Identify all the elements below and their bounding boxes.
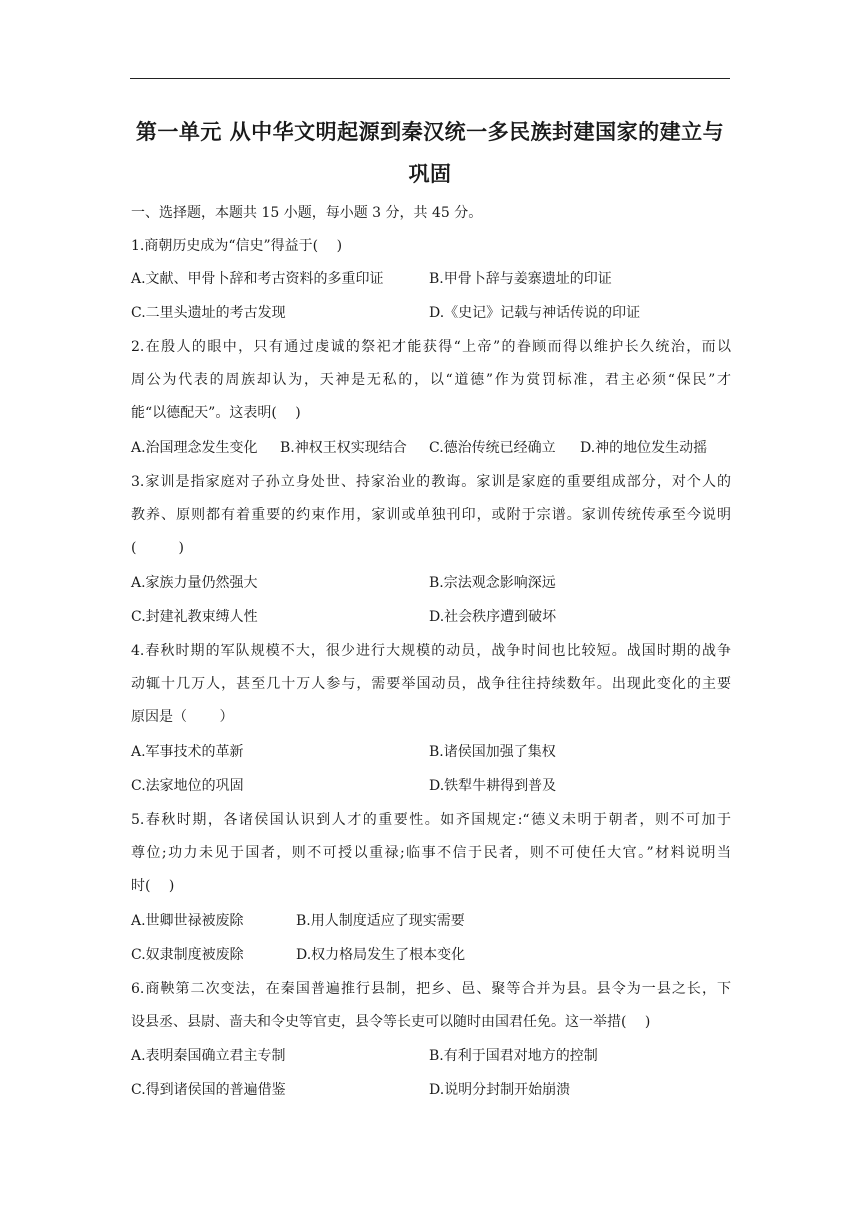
- question-3-stem-line-3: ( ): [131, 540, 184, 556]
- question-6-option-a: A.表明秦国确立君主专制: [131, 1048, 286, 1064]
- question-1-stem: 1.商朝历史成为“信史”得益于( ): [131, 238, 343, 254]
- question-4-stem-line-3: 原因是（ ）: [131, 709, 234, 725]
- question-3-option-d: D.社会秩序遭到破坏: [429, 609, 557, 625]
- question-1-option-c: C.二里头遗址的考古发现: [131, 305, 286, 321]
- question-2-option-c: C.德治传统已经确立: [429, 440, 556, 456]
- question-6-stem-line-2: 设县丞、县尉、啬夫和令史等官吏，县令等长吏可以随时由国君任免。这一举措( ): [131, 1014, 651, 1030]
- question-6-stem-line-1: 6.商鞅第二次变法，在秦国普遍推行县制，把乡、邑、聚等合并为县。县令为一县之长，下: [131, 981, 731, 997]
- question-6-option-d: D.说明分封制开始崩溃: [429, 1082, 571, 1098]
- question-3-stem-line-2: 教养、原则都有着重要的约束作用，家训或单独刊印，或附于宗谱。家训传统传承至今说明: [131, 507, 731, 523]
- question-2-stem-line-3: 能“以德配天”。这表明( ): [131, 405, 301, 421]
- question-5-option-a: A.世卿世禄被废除: [131, 913, 244, 929]
- question-5-option-d: D.权力格局发生了根本变化: [296, 947, 466, 963]
- header-rule: [130, 78, 730, 79]
- question-3-option-a: A.家族力量仍然强大: [131, 575, 258, 591]
- question-4-option-c: C.法家地位的巩固: [131, 778, 244, 794]
- question-4-stem-line-2: 动辄十几万人，甚至几十万人参与，需要举国动员，战争往往持续数年。出现此变化的主要: [131, 676, 731, 692]
- question-6-option-c: C.得到诸侯国的普遍借鉴: [131, 1082, 286, 1098]
- page-title-line-1: 第一单元 从中华文明起源到秦汉统一多民族封建国家的建立与: [135, 119, 725, 144]
- question-3-option-c: C.封建礼教束缚人性: [131, 609, 258, 625]
- question-2-option-b: B.神权王权实现结合: [280, 440, 407, 456]
- page-title-line-2: 巩固: [408, 161, 452, 186]
- question-2-stem-line-1: 2.在殷人的眼中，只有通过虔诚的祭祀才能获得“上帝”的眷顾而得以维护长久统治，而以: [131, 339, 731, 355]
- question-6-option-b: B.有利于国君对地方的控制: [429, 1048, 598, 1064]
- question-2-option-a: A.治国理念发生变化: [131, 440, 258, 456]
- question-5-stem-line-3: 时( ): [131, 878, 175, 894]
- question-4-option-a: A.军事技术的革新: [131, 744, 244, 760]
- question-3-stem-line-1: 3.家训是指家庭对子孙立身处世、持家治业的教诲。家训是家庭的重要组成部分，对个人的: [131, 474, 731, 490]
- question-3-option-b: B.宗法观念影响深远: [429, 575, 556, 591]
- question-4-option-d: D.铁犁牛耕得到普及: [429, 778, 557, 794]
- question-2-stem-line-2: 周公为代表的周族却认为，天神是无私的，以“道德”作为赏罚标准，君主必须“保民”才: [131, 372, 731, 388]
- question-1-option-d: D.《史记》记载与神话传说的印证: [429, 305, 641, 321]
- question-5-stem-line-1: 5.春秋时期，各诸侯国认识到人才的重要性。如齐国规定:“德义未明于朝者，则不可加于: [131, 812, 731, 828]
- question-5-option-b: B.用人制度适应了现实需要: [296, 913, 465, 929]
- question-5-stem-line-2: 尊位;功力未见于国者，则不可授以重禄;临事不信于民者，则不可使任大官。”材料说明当: [131, 845, 731, 861]
- section-header: 一、选择题，本题共 15 小题，每小题 3 分，共 45 分。: [131, 205, 483, 221]
- question-1-option-a: A.文献、甲骨卜辞和考古资料的多重印证: [131, 271, 384, 287]
- question-2-option-d: D.神的地位发生动摇: [580, 440, 708, 456]
- question-4-stem-line-1: 4.春秋时期的军队规模不大，很少进行大规模的动员，战争时间也比较短。战国时期的战争: [131, 643, 731, 659]
- question-5-option-c: C.奴隶制度被废除: [131, 947, 244, 963]
- question-4-option-b: B.诸侯国加强了集权: [429, 744, 556, 760]
- question-1-option-b: B.甲骨卜辞与姜寨遗址的印证: [429, 271, 612, 287]
